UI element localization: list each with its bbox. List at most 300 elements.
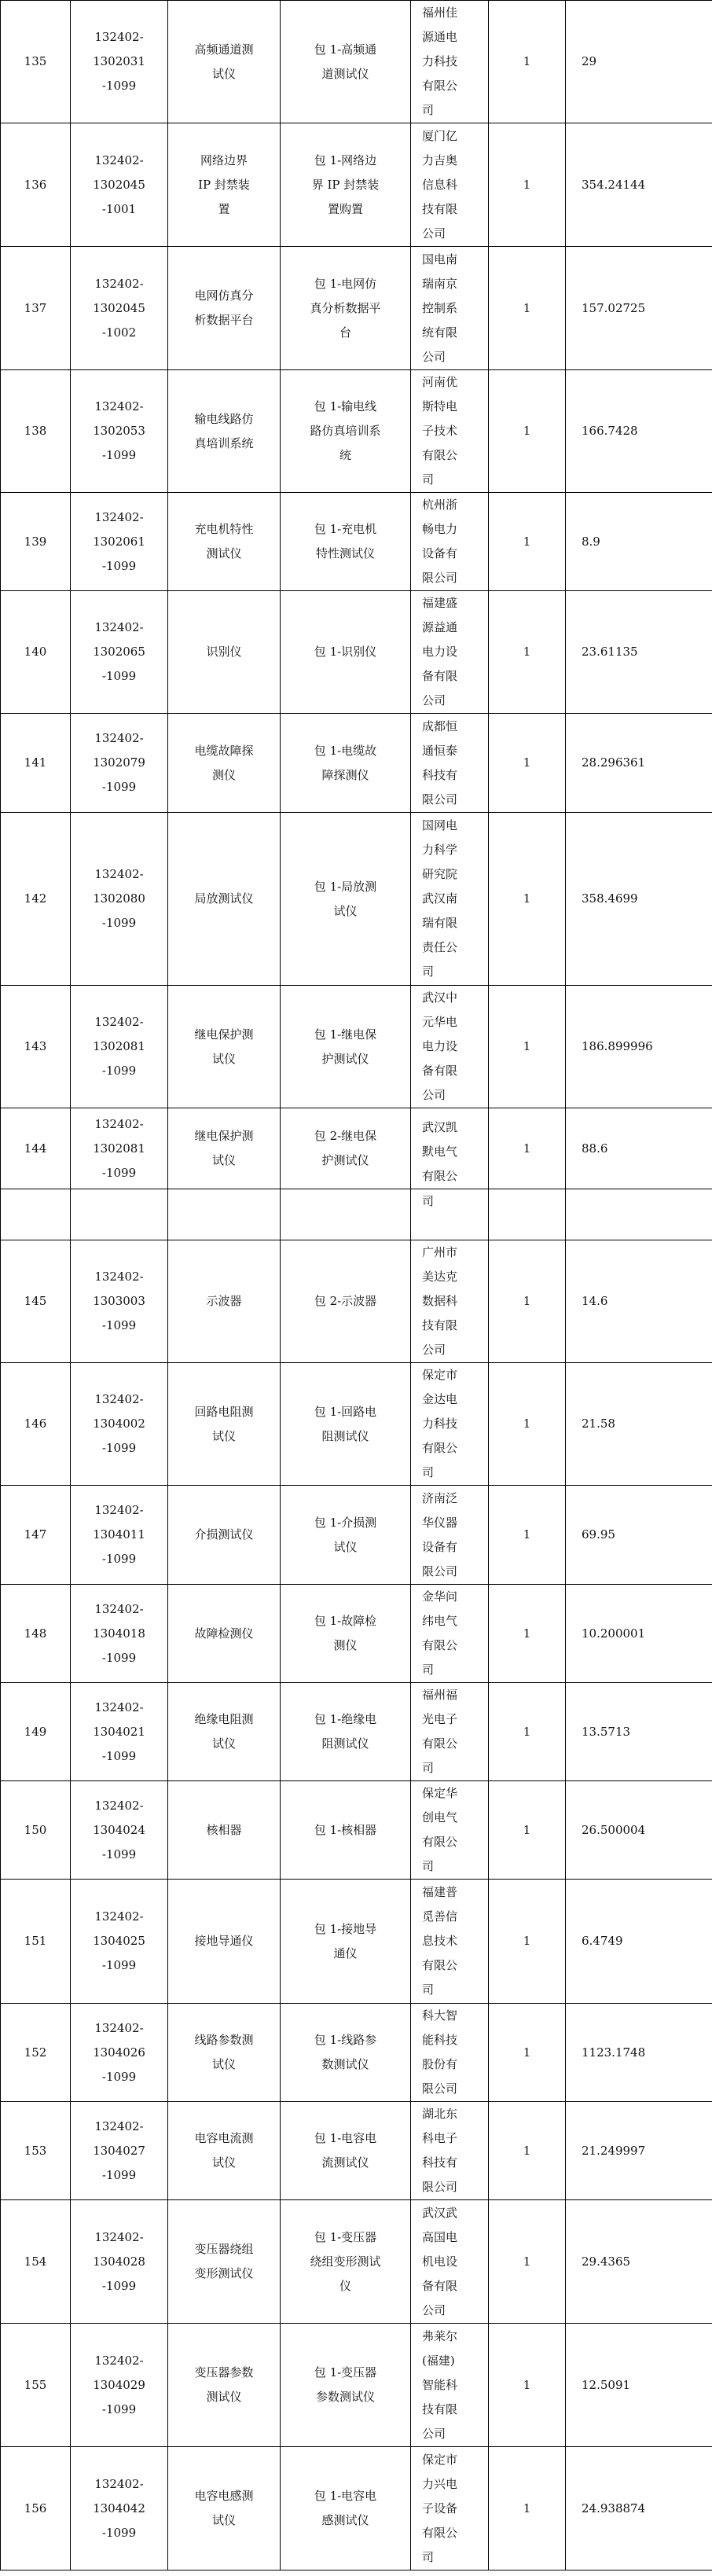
project-code: 132402- 1302080 -1099 bbox=[93, 867, 145, 930]
quantity: 1 bbox=[523, 2254, 531, 2269]
item-name-cell bbox=[168, 1189, 281, 1240]
package-name: 包 1-故障检 测仪 bbox=[314, 1614, 377, 1652]
item-name: 绝缘电阻测 试仪 bbox=[194, 1712, 254, 1751]
table-row bbox=[1, 370, 712, 493]
package-name-cell bbox=[281, 1585, 411, 1683]
item-name: 核相器 bbox=[206, 1822, 242, 1837]
package-name-cell bbox=[281, 1240, 411, 1363]
quantity: 1 bbox=[523, 424, 531, 438]
package-name: 包 1-电网仿 真分析数据平 台 bbox=[310, 276, 381, 340]
amount: 21.58 bbox=[582, 1417, 615, 1431]
table-row bbox=[1, 591, 712, 714]
row-number-cell bbox=[1, 247, 71, 370]
table-row bbox=[1, 1, 712, 123]
quantity-cell bbox=[489, 247, 566, 370]
item-name: 变压器参数 测试仪 bbox=[194, 2365, 254, 2404]
package-name: 包 1-电容电 流测试仪 bbox=[314, 2131, 377, 2170]
table-row bbox=[1, 813, 712, 986]
supplier-name: 保定华 创电气 有限公 司 bbox=[422, 1786, 458, 1873]
package-name-cell bbox=[281, 123, 411, 247]
package-name: 包 1-介损测 试仪 bbox=[314, 1515, 377, 1554]
item-name-cell bbox=[168, 591, 281, 714]
quantity-cell bbox=[489, 493, 566, 591]
row-number: 142 bbox=[24, 891, 47, 906]
project-code: 132402- 1304028 -1099 bbox=[93, 2229, 145, 2293]
row-number: 150 bbox=[24, 1822, 47, 1837]
supplier-name-cell bbox=[411, 2447, 489, 2570]
project-code: 132402- 1304027 -1099 bbox=[93, 2118, 145, 2182]
supplier-name: 保定市 金达电 力科技 有限公 司 bbox=[422, 1368, 458, 1479]
item-name-cell bbox=[168, 1486, 281, 1585]
package-name: 包 2-继电保 护测试仪 bbox=[314, 1129, 377, 1167]
row-number-cell bbox=[1, 2102, 71, 2200]
amount-cell bbox=[566, 247, 712, 370]
amount-cell bbox=[566, 813, 712, 986]
package-name-cell bbox=[281, 247, 411, 370]
package-name: 包 1-高频通 道测试仪 bbox=[314, 42, 377, 81]
project-code-cell bbox=[71, 1486, 168, 1585]
row-number-cell bbox=[1, 2200, 71, 2324]
table-body bbox=[1, 1, 712, 2570]
item-name: 充电机特性 测试仪 bbox=[194, 522, 254, 560]
quantity-cell bbox=[489, 1781, 566, 1880]
row-number-cell bbox=[1, 1, 71, 123]
package-name: 包 1-线路参 数测试仪 bbox=[314, 2033, 377, 2071]
package-name: 包 1-继电保 护测试仪 bbox=[314, 1027, 377, 1066]
package-name-cell bbox=[281, 2200, 411, 2324]
supplier-name: 福建盛 源益通 电力设 备有限 公司 bbox=[422, 596, 458, 707]
row-number: 140 bbox=[24, 645, 47, 659]
project-code: 132402- 1302065 -1099 bbox=[93, 620, 145, 683]
table-row bbox=[1, 1189, 712, 1240]
quantity: 1 bbox=[523, 1039, 531, 1053]
item-name-cell bbox=[168, 1, 281, 123]
package-name-cell bbox=[281, 2447, 411, 2570]
row-number-cell bbox=[1, 1683, 71, 1781]
project-code-cell bbox=[71, 2447, 168, 2570]
amount-cell bbox=[566, 1108, 712, 1189]
supplier-name-cell bbox=[411, 1108, 489, 1189]
package-name: 包 2-示波器 bbox=[314, 1294, 377, 1308]
project-code-cell bbox=[71, 714, 168, 813]
amount: 166.7428 bbox=[582, 424, 638, 438]
project-code-cell bbox=[71, 2004, 168, 2102]
supplier-name: 厦门亿 力吉奥 信息科 技有限 公司 bbox=[422, 128, 458, 241]
supplier-name: 司 bbox=[422, 1194, 435, 1208]
project-code: 132402- 1303003 -1099 bbox=[93, 1270, 145, 1332]
amount: 88.6 bbox=[582, 1141, 608, 1156]
project-code-cell bbox=[71, 1880, 168, 2004]
quantity-cell bbox=[489, 123, 566, 247]
supplier-name-cell bbox=[411, 123, 489, 247]
amount-cell bbox=[566, 2324, 712, 2447]
project-code: 132402- 1304042 -1099 bbox=[93, 2476, 145, 2540]
quantity-cell bbox=[489, 986, 566, 1108]
package-name-cell bbox=[281, 2102, 411, 2200]
supplier-name-cell bbox=[411, 370, 489, 493]
amount-cell bbox=[566, 1486, 712, 1585]
quantity: 1 bbox=[523, 534, 531, 549]
item-name: 示波器 bbox=[206, 1294, 242, 1308]
item-name-cell bbox=[168, 2004, 281, 2102]
package-name-cell bbox=[281, 2324, 411, 2447]
amount-cell bbox=[566, 1, 712, 123]
row-number: 136 bbox=[24, 177, 47, 192]
amount-cell bbox=[566, 591, 712, 714]
project-code: 132402- 1302061 -1099 bbox=[93, 509, 145, 573]
row-number: 146 bbox=[24, 1417, 47, 1431]
project-code: 132402- 1302081 -1099 bbox=[93, 1015, 145, 1078]
quantity: 1 bbox=[523, 2501, 531, 2515]
quantity: 1 bbox=[523, 1822, 531, 1837]
supplier-name: 弗莱尔 (福建) 智能科 技有限 公司 bbox=[422, 2328, 458, 2441]
row-number: 152 bbox=[24, 2045, 47, 2060]
row-number: 138 bbox=[24, 424, 47, 438]
item-name-cell bbox=[168, 370, 281, 493]
row-number: 141 bbox=[24, 755, 47, 770]
quantity: 1 bbox=[523, 891, 531, 906]
quantity-cell bbox=[489, 2324, 566, 2447]
item-name-cell bbox=[168, 986, 281, 1108]
quantity: 1 bbox=[523, 2143, 531, 2158]
amount-cell bbox=[566, 714, 712, 813]
quantity: 1 bbox=[523, 2377, 531, 2392]
amount: 13.5713 bbox=[582, 1724, 631, 1739]
quantity-cell bbox=[489, 2102, 566, 2200]
table-row bbox=[1, 1486, 712, 1585]
row-number: 148 bbox=[24, 1626, 47, 1641]
row-number-cell bbox=[1, 1781, 71, 1880]
table-row bbox=[1, 1240, 712, 1363]
project-code: 132402- 1302081 -1099 bbox=[93, 1116, 145, 1180]
package-name-cell bbox=[281, 1, 411, 123]
quantity: 1 bbox=[523, 1417, 531, 1431]
supplier-name-cell bbox=[411, 1781, 489, 1880]
item-name-cell bbox=[168, 714, 281, 813]
package-name: 包 1-变压器 参数测试仪 bbox=[314, 2365, 377, 2404]
project-code: 132402- 1302053 -1099 bbox=[93, 399, 145, 462]
quantity-cell bbox=[489, 2447, 566, 2570]
item-name: 接地导通仪 bbox=[194, 1934, 254, 1948]
amount-cell bbox=[566, 1240, 712, 1363]
quantity-cell bbox=[489, 2004, 566, 2102]
quantity: 1 bbox=[523, 645, 531, 659]
item-name-cell bbox=[168, 1108, 281, 1189]
supplier-name: 福州福 光电子 有限公 司 bbox=[422, 1688, 458, 1775]
amount-cell bbox=[566, 370, 712, 493]
row-number: 137 bbox=[24, 300, 47, 315]
table-row bbox=[1, 1683, 712, 1781]
supplier-name: 保定市 力兴电 子设备 有限公 司 bbox=[422, 2452, 458, 2564]
project-code: 132402- 1304018 -1099 bbox=[93, 1601, 145, 1665]
supplier-name: 河南优 斯特电 子技术 有限公 司 bbox=[422, 375, 458, 487]
quantity: 1 bbox=[523, 177, 531, 192]
quantity-cell bbox=[489, 591, 566, 714]
supplier-name-cell bbox=[411, 714, 489, 813]
package-name: 包 1-核相器 bbox=[314, 1822, 377, 1837]
amount-cell bbox=[566, 123, 712, 247]
quantity: 1 bbox=[523, 755, 531, 770]
supplier-name-cell bbox=[411, 247, 489, 370]
supplier-name: 杭州浙 畅电力 设备有 限公司 bbox=[422, 498, 458, 585]
amount: 29.4365 bbox=[582, 2254, 631, 2269]
item-name: 高频通道测 试仪 bbox=[194, 42, 254, 81]
row-number-cell bbox=[1, 813, 71, 986]
package-name-cell bbox=[281, 1108, 411, 1189]
supplier-name-cell bbox=[411, 1, 489, 123]
package-name-cell bbox=[281, 1781, 411, 1880]
package-name: 包 1-接地导 通仪 bbox=[314, 1921, 377, 1960]
row-number: 156 bbox=[24, 2501, 47, 2515]
row-number-cell bbox=[1, 591, 71, 714]
amount-cell bbox=[566, 493, 712, 591]
quantity-cell bbox=[489, 813, 566, 986]
item-name: 电网仿真分 析数据平台 bbox=[194, 288, 254, 327]
row-number-cell bbox=[1, 2447, 71, 2570]
row-number: 155 bbox=[24, 2377, 47, 2392]
table-row bbox=[1, 2004, 712, 2102]
amount: 157.02725 bbox=[582, 300, 646, 315]
item-name-cell bbox=[168, 1781, 281, 1880]
project-code: 132402- 1302031 -1099 bbox=[93, 30, 145, 93]
project-code: 132402- 1304011 -1099 bbox=[93, 1503, 145, 1566]
quantity-cell bbox=[489, 1585, 566, 1683]
package-name: 包 1-电缆故 障探测仪 bbox=[314, 743, 377, 782]
row-number: 147 bbox=[24, 1527, 47, 1542]
supplier-name-cell bbox=[411, 2200, 489, 2324]
row-number-cell bbox=[1, 1189, 71, 1240]
package-name-cell bbox=[281, 813, 411, 986]
table-row bbox=[1, 1363, 712, 1486]
row-number-cell bbox=[1, 1486, 71, 1585]
amount-cell bbox=[566, 1363, 712, 1486]
project-code-cell bbox=[71, 1240, 168, 1363]
quantity-cell bbox=[489, 1683, 566, 1781]
quantity-cell bbox=[489, 1108, 566, 1189]
quantity-cell bbox=[489, 1486, 566, 1585]
package-name: 包 1-局放测 试仪 bbox=[314, 879, 377, 918]
package-name: 包 1-电容电 感测试仪 bbox=[314, 2489, 377, 2527]
package-name: 包 1-回路电 阻测试仪 bbox=[314, 1404, 377, 1443]
item-name-cell bbox=[168, 493, 281, 591]
project-code-cell bbox=[71, 2102, 168, 2200]
item-name-cell bbox=[168, 1880, 281, 2004]
supplier-name: 国电南 瑞南京 控制系 统有限 公司 bbox=[422, 252, 458, 364]
amount: 354.24144 bbox=[582, 177, 646, 192]
supplier-name-cell bbox=[411, 986, 489, 1108]
supplier-name-cell bbox=[411, 2004, 489, 2102]
project-code-cell bbox=[71, 123, 168, 247]
project-code-cell bbox=[71, 1781, 168, 1880]
amount: 69.95 bbox=[582, 1527, 615, 1542]
package-name-cell bbox=[281, 2004, 411, 2102]
project-code-cell bbox=[71, 813, 168, 986]
supplier-name: 武汉凯 默电气 有限公 bbox=[422, 1120, 458, 1183]
package-name-cell bbox=[281, 1486, 411, 1585]
row-number: 149 bbox=[24, 1724, 47, 1739]
amount: 1123.1748 bbox=[582, 2045, 646, 2060]
row-number: 151 bbox=[24, 1934, 47, 1948]
table-row bbox=[1, 986, 712, 1108]
project-code-cell bbox=[71, 493, 168, 591]
package-name: 包 1-变压器 绕组变形测试 仪 bbox=[310, 2229, 381, 2293]
package-name: 包 1-输电线 路仿真培训系 统 bbox=[310, 399, 381, 462]
item-name: 变压器绕组 变形测试仪 bbox=[194, 2242, 254, 2280]
project-code: 132402- 1302079 -1099 bbox=[93, 731, 145, 794]
table-row bbox=[1, 2102, 712, 2200]
package-name: 包 1-识别仪 bbox=[314, 645, 377, 659]
row-number: 153 bbox=[24, 2143, 47, 2158]
amount: 23.61135 bbox=[582, 645, 638, 659]
row-number-cell bbox=[1, 123, 71, 247]
item-name-cell bbox=[168, 2200, 281, 2324]
row-number: 135 bbox=[24, 54, 47, 68]
project-code: 132402- 1304021 -1099 bbox=[93, 1700, 145, 1763]
amount: 358.4699 bbox=[582, 891, 638, 906]
amount-cell bbox=[566, 986, 712, 1108]
item-name-cell bbox=[168, 1585, 281, 1683]
amount-cell bbox=[566, 1585, 712, 1683]
package-name-cell bbox=[281, 1363, 411, 1486]
amount: 186.899996 bbox=[582, 1039, 653, 1053]
amount: 29 bbox=[582, 54, 597, 68]
project-code: 132402- 1302045 -1001 bbox=[93, 153, 145, 216]
row-number-cell bbox=[1, 986, 71, 1108]
quantity: 1 bbox=[523, 54, 531, 68]
item-name-cell bbox=[168, 1363, 281, 1486]
supplier-name: 武汉武 高国电 机电设 备有限 公司 bbox=[422, 2205, 458, 2317]
item-name: 故障检测仪 bbox=[194, 1626, 254, 1641]
table-row bbox=[1, 493, 712, 591]
row-number-cell bbox=[1, 370, 71, 493]
supplier-name: 金华问 纬电气 有限公 司 bbox=[422, 1589, 458, 1677]
supplier-name-cell bbox=[411, 493, 489, 591]
supplier-name: 济南泛 华仪器 设备有 限公司 bbox=[422, 1490, 458, 1578]
item-name: 电缆故障探 测仪 bbox=[194, 743, 254, 782]
package-name-cell bbox=[281, 591, 411, 714]
amount-cell bbox=[566, 2447, 712, 2570]
project-code-cell bbox=[71, 591, 168, 714]
supplier-name-cell bbox=[411, 2102, 489, 2200]
row-number: 139 bbox=[24, 534, 47, 549]
item-name: 介损测试仪 bbox=[194, 1527, 254, 1542]
package-name-cell bbox=[281, 1189, 411, 1240]
project-code-cell bbox=[71, 2200, 168, 2324]
item-name-cell bbox=[168, 1683, 281, 1781]
item-name: 回路电阻测 试仪 bbox=[194, 1404, 254, 1443]
row-number: 143 bbox=[24, 1039, 47, 1053]
supplier-name: 福建普 觅善信 息技术 有限公 司 bbox=[422, 1885, 458, 1997]
item-name: 输电线路仿 真培训系统 bbox=[194, 411, 254, 450]
row-number-cell bbox=[1, 1585, 71, 1683]
supplier-name-cell bbox=[411, 1486, 489, 1585]
row-number-cell bbox=[1, 493, 71, 591]
amount: 21.249997 bbox=[582, 2143, 646, 2158]
quantity: 1 bbox=[523, 300, 531, 315]
project-code: 132402- 1304024 -1099 bbox=[93, 1798, 145, 1861]
table-row bbox=[1, 2200, 712, 2324]
project-code-cell bbox=[71, 1585, 168, 1683]
supplier-name-cell bbox=[411, 1585, 489, 1683]
amount-cell bbox=[566, 1880, 712, 2004]
package-name: 包 1-绝缘电 阻测试仪 bbox=[314, 1712, 377, 1751]
row-number-cell bbox=[1, 2004, 71, 2102]
package-name-cell bbox=[281, 493, 411, 591]
item-name: 网络边界 IP 封禁装 置 bbox=[198, 153, 250, 216]
item-name: 识别仪 bbox=[206, 645, 242, 659]
project-code: 132402- 1302045 -1002 bbox=[93, 276, 145, 340]
supplier-name: 广州市 美达克 数据科 技有限 公司 bbox=[422, 1245, 458, 1357]
row-number: 154 bbox=[24, 2254, 47, 2269]
package-name: 包 1-网络边 界 IP 封禁装 置购置 bbox=[311, 153, 380, 216]
project-code-cell bbox=[71, 247, 168, 370]
amount: 26.500004 bbox=[582, 1822, 646, 1837]
quantity: 1 bbox=[523, 1294, 531, 1308]
table-row bbox=[1, 1108, 712, 1189]
item-name-cell bbox=[168, 2102, 281, 2200]
amount: 24.938874 bbox=[582, 2501, 646, 2515]
item-name-cell bbox=[168, 247, 281, 370]
row-number-cell bbox=[1, 1108, 71, 1189]
package-name-cell bbox=[281, 986, 411, 1108]
amount-cell bbox=[566, 2200, 712, 2324]
project-code: 132402- 1304025 -1099 bbox=[93, 1909, 145, 1972]
quantity-cell bbox=[489, 370, 566, 493]
row-number-cell bbox=[1, 1363, 71, 1486]
package-name-cell bbox=[281, 1880, 411, 2004]
supplier-name-cell bbox=[411, 591, 489, 714]
package-name-cell bbox=[281, 370, 411, 493]
amount: 8.9 bbox=[582, 534, 600, 549]
item-name: 继电保护测 试仪 bbox=[194, 1129, 254, 1167]
supplier-name-cell bbox=[411, 1363, 489, 1486]
quantity: 1 bbox=[523, 1626, 531, 1641]
table-row bbox=[1, 2324, 712, 2447]
project-code-cell bbox=[71, 1363, 168, 1486]
row-number-cell bbox=[1, 1240, 71, 1363]
table-row bbox=[1, 1585, 712, 1683]
supplier-name: 成都恒 通恒泰 科技有 限公司 bbox=[422, 718, 458, 807]
item-name: 继电保护测 试仪 bbox=[194, 1027, 254, 1066]
amount: 14.6 bbox=[582, 1294, 608, 1308]
table-row bbox=[1, 123, 712, 247]
supplier-name-cell bbox=[411, 813, 489, 986]
item-name: 局放测试仪 bbox=[194, 891, 254, 906]
supplier-name-cell bbox=[411, 1189, 489, 1240]
item-name-cell bbox=[168, 813, 281, 986]
item-name-cell bbox=[168, 1240, 281, 1363]
table-row bbox=[1, 247, 712, 370]
quantity: 1 bbox=[523, 1527, 531, 1542]
item-name: 电容电流测 试仪 bbox=[194, 2131, 254, 2170]
project-code-cell bbox=[71, 1683, 168, 1781]
quantity-cell bbox=[489, 1880, 566, 2004]
supplier-name: 武汉中 元华电 电力设 备有限 公司 bbox=[422, 990, 458, 1102]
table-row bbox=[1, 2447, 712, 2570]
package-name-cell bbox=[281, 1683, 411, 1781]
amount-cell bbox=[566, 1189, 712, 1240]
amount-cell bbox=[566, 2102, 712, 2200]
table-row bbox=[1, 1781, 712, 1880]
supplier-name: 福州佳 源通电 力科技 有限公 司 bbox=[422, 6, 458, 117]
supplier-name-cell bbox=[411, 2324, 489, 2447]
supplier-name: 国网电 力科学 研究院 武汉南 瑞有限 责任公 司 bbox=[422, 818, 458, 979]
amount-cell bbox=[566, 1781, 712, 1880]
row-number-cell bbox=[1, 2324, 71, 2447]
table-row bbox=[1, 1880, 712, 2004]
amount: 28.296361 bbox=[582, 755, 646, 770]
amount: 10.200001 bbox=[582, 1626, 646, 1641]
